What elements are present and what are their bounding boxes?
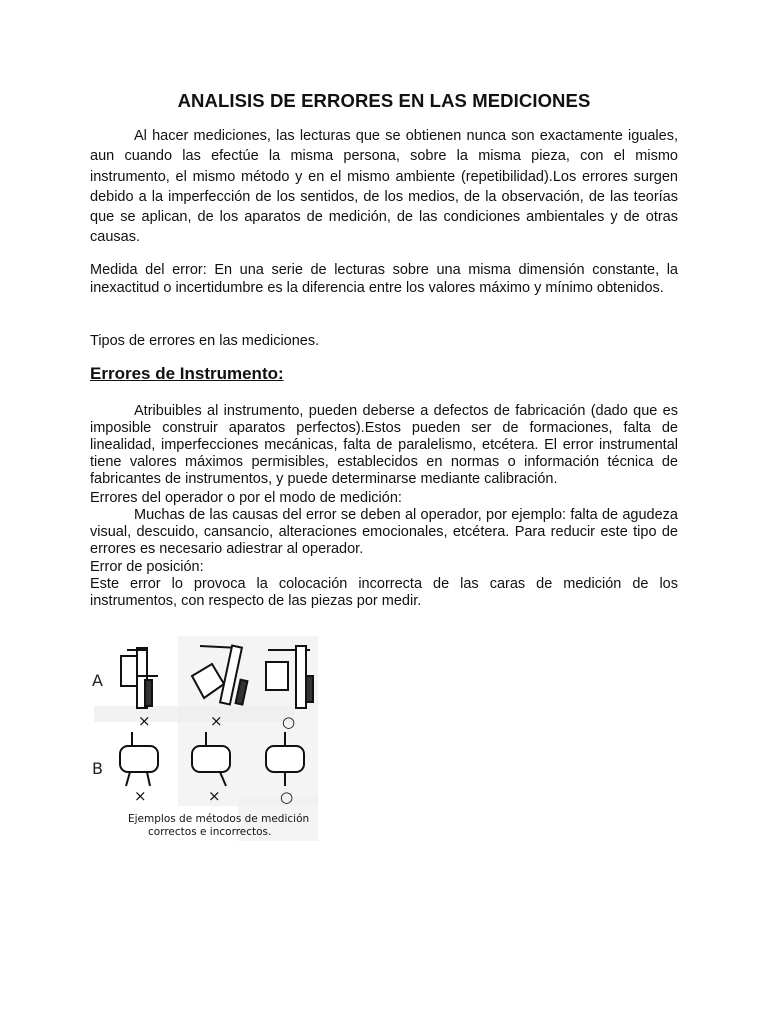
- operator-errors-heading: Errores del operador o por el modo de medición:: [90, 490, 402, 506]
- mark-b1: ×: [134, 787, 147, 805]
- figure-caption-line2: correctos e incorrectos.: [148, 826, 272, 838]
- mark-a1: ×: [138, 712, 151, 730]
- measurement-methods-figure: [88, 636, 322, 846]
- mark-a3: ○: [282, 713, 296, 731]
- position-error-heading: Error de posición:: [90, 559, 204, 575]
- position-error-paragraph: Este error lo provoca la colocación incorrecta de las caras de medición de los instrumentos, con respecto de las piezas por medir.: [90, 576, 678, 609]
- caliper-example-a1: [121, 648, 158, 708]
- cylinder-example-b1: [120, 732, 158, 786]
- document-title: ANALISIS DE ERRORES EN LAS MEDICIONES: [177, 90, 591, 111]
- mark-a2: ×: [210, 712, 223, 730]
- error-types-line: Tipos de errores en las mediciones.: [90, 333, 320, 349]
- row-label-b: B: [92, 759, 103, 778]
- intro-paragraph: Al hacer mediciones, las lecturas que se obtienen nunca son exactamente iguales, aun cuando las efectúe la misma persona, sobre la misma pieza, con el mismo instrumento, el mismo método y en el mismo ambiente (repetibilidad).Los errores surgen debido a la imperfección de los sentidos, de los medios, de la observación, de las teorías que se aplican, de los aparatos de medición, de las condiciones ambientales y de otras causas.: [90, 128, 678, 246]
- row-label-a: A: [92, 671, 103, 690]
- error-measure-paragraph: Medida del error: En una serie de lecturas sobre una misma dimensión constante, la inexactitud o incertidumbre es la diferencia entre los valores máximo y mínimo obtenidos.: [90, 262, 678, 296]
- figure-caption-line1: Ejemplos de métodos de medición: [128, 813, 310, 825]
- mark-b2: ×: [208, 787, 221, 805]
- mark-b3: ○: [280, 788, 294, 806]
- section-heading-instrument-errors: Errores de Instrumento:: [90, 364, 284, 383]
- instrument-errors-paragraph: Atribuibles al instrumento, pueden deberse a defectos de fabricación (dado que es imposible construir aparatos perfectos).Estos pueden ser de formaciones, falta de linealidad, imperfecciones mecánicas, falta de paralelismo, etcétera. El error instrumental tiene valores máximos permisibles, establecidos en normas o información técnica de fabricantes de instrumentos, y puede determinarse mediante calibración.: [90, 403, 678, 487]
- operator-errors-paragraph: Muchas de las causas del error se deben al operador, por ejemplo: falta de agudeza visual, descuido, cansancio, alteraciones emocionales, etcétera. Para reducir este tipo de errores es necesario adiestrar al operador.: [90, 507, 678, 557]
